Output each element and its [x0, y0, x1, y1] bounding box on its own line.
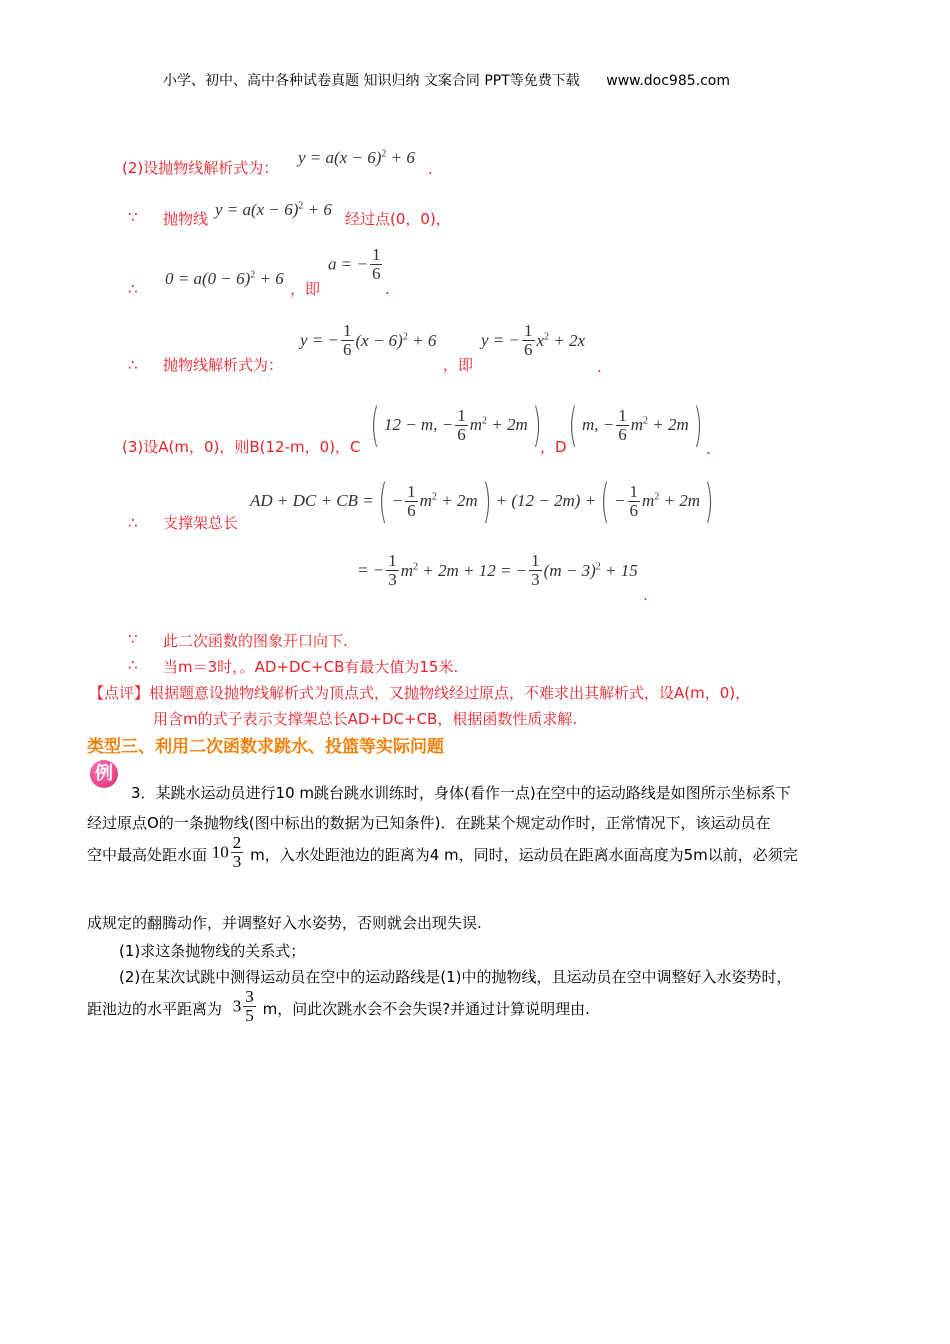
- because-symbol-1: ∵: [128, 208, 138, 226]
- line3-after: m，入水处距池边的距离为4 m，同时，运动员在距离水面高度为5m以前，必须完: [250, 846, 798, 864]
- line3-before: 空中最高处距水面: [87, 846, 208, 864]
- passes-origin: 经过点(0，0)，: [345, 210, 451, 228]
- total-label: 支撑架总长: [163, 514, 239, 532]
- therefore-symbol-1: ∴: [128, 280, 138, 298]
- therefore-symbol-3: ∴: [128, 514, 138, 532]
- period-5: .: [643, 586, 648, 604]
- point-c-coords: ( 12 − m, − $\frac{1}{6}$ $m^2 + 2m$): [370, 398, 542, 452]
- therefore-symbol-2: ∴: [128, 356, 138, 374]
- point-d-coords: ( m, − $\frac{1}{6}$ $m^2 + 2m$): [568, 398, 703, 452]
- comment-line-2: 用含m的式子表示支撑架总长AD+DC+CB，根据函数性质求解.: [153, 710, 578, 728]
- comma-d: ，D: [540, 438, 567, 456]
- formula-vertex-form: $y = a(x - 6)^2 + 6$: [298, 148, 415, 167]
- formula-expression-2: y = − $\frac{1}{6}$ $x^2 + 2x$: [481, 321, 586, 359]
- distance-mixed-number: 3 $\frac{3}{5}$: [232, 987, 254, 1025]
- height-mixed-number: 10 $\frac{2}{3}$: [211, 833, 242, 871]
- formula-substitute: $0 = a(0 - 6)^2 + 6$: [165, 269, 284, 288]
- because-symbol-2: ∵: [128, 630, 138, 648]
- parabola-word: 抛物线: [163, 210, 209, 228]
- formula-vertex-form-2: $y = a(x - 6)^2 + 6$: [215, 200, 332, 219]
- section-title: 类型三、利用二次函数求跳水、投篮等实际问题: [87, 737, 444, 757]
- line7-before: 距池边的水平距离为: [87, 1000, 223, 1018]
- header-text: 小学、初中、高中各种试卷真题 知识归纳 文案合同 PPT等免费下载: [163, 73, 580, 89]
- ji-2: ，即: [443, 356, 474, 374]
- comment-tag: 【点评】: [89, 684, 150, 702]
- comment-text-1: 根据题意设抛物线解析式为顶点式，又抛物线经过原点，不难求出其解析式，设A(m，0)，: [149, 684, 751, 702]
- problem-line-4: 成规定的翻腾动作，并调整好入水姿势，否则就会出现失误.: [87, 914, 482, 932]
- formula-a-value: a = − $\frac{1}{6}$: [328, 245, 381, 283]
- max-value: 当m＝3时，。AD+DC+CB有最大值为15米.: [163, 658, 459, 676]
- ji-1: ，即: [290, 280, 321, 298]
- formula-total-simplified: = − $\frac{1}{3}$ $m^2 + 2m + 12$ = − $\frac{1}{3}$ $(m - 3)^2 + 15$: [357, 551, 638, 589]
- question-1: (1)求这条抛物线的关系式；: [119, 942, 306, 960]
- period-3: .: [597, 358, 602, 376]
- period-4: .: [706, 440, 711, 458]
- formula-total-length: AD + DC + CB =( − $\frac{1}{6}$ $m^2 + 2m) + (12 - 2m)$ +( − $\frac{1}{6}$ $m^2 + 2m$): [250, 474, 714, 528]
- problem-line-7: [87, 988, 590, 1025]
- period-2: .: [385, 280, 390, 298]
- period-1: .: [428, 160, 433, 178]
- header-url: www.doc985.com: [606, 73, 730, 89]
- page-header: [163, 70, 730, 90]
- p2-label: (2)设抛物线解析式为：: [122, 159, 279, 177]
- question-2: (2)在某次试跳中测得运动员在空中的运动路线是(1)中的抛物线，且运动员在空中调整好入水姿势时，: [119, 968, 792, 986]
- therefore-symbol-4: ∴: [128, 656, 138, 674]
- problem-line-1: 3．某跳水运动员进行10 m跳台跳水训练时，身体(看作一点)在空中的运动路线是如图所示坐标系下: [131, 784, 791, 802]
- parabola-expr-label: 抛物线解析式为：: [163, 356, 284, 374]
- p3-label: (3)设A(m，0)，则B(12-m，0)，C: [122, 438, 361, 456]
- formula-expression-1: y = − $\frac{1}{6}$ $(x - 6)^2 + 6$: [300, 321, 437, 359]
- problem-line-3: [87, 834, 798, 871]
- problem-line-2: 经过原点O的一条抛物线(图中标出的数据为已知条件)．在跳某个规定动作时，正常情况下，该运动员在: [87, 814, 771, 832]
- opens-down: 此二次函数的图象开口向下.: [163, 632, 348, 650]
- line7-after: m，问此次跳水会不会失误?并通过计算说明理由.: [262, 1000, 590, 1018]
- comment-line-1: [89, 682, 750, 703]
- example-badge-icon: 例: [90, 760, 118, 788]
